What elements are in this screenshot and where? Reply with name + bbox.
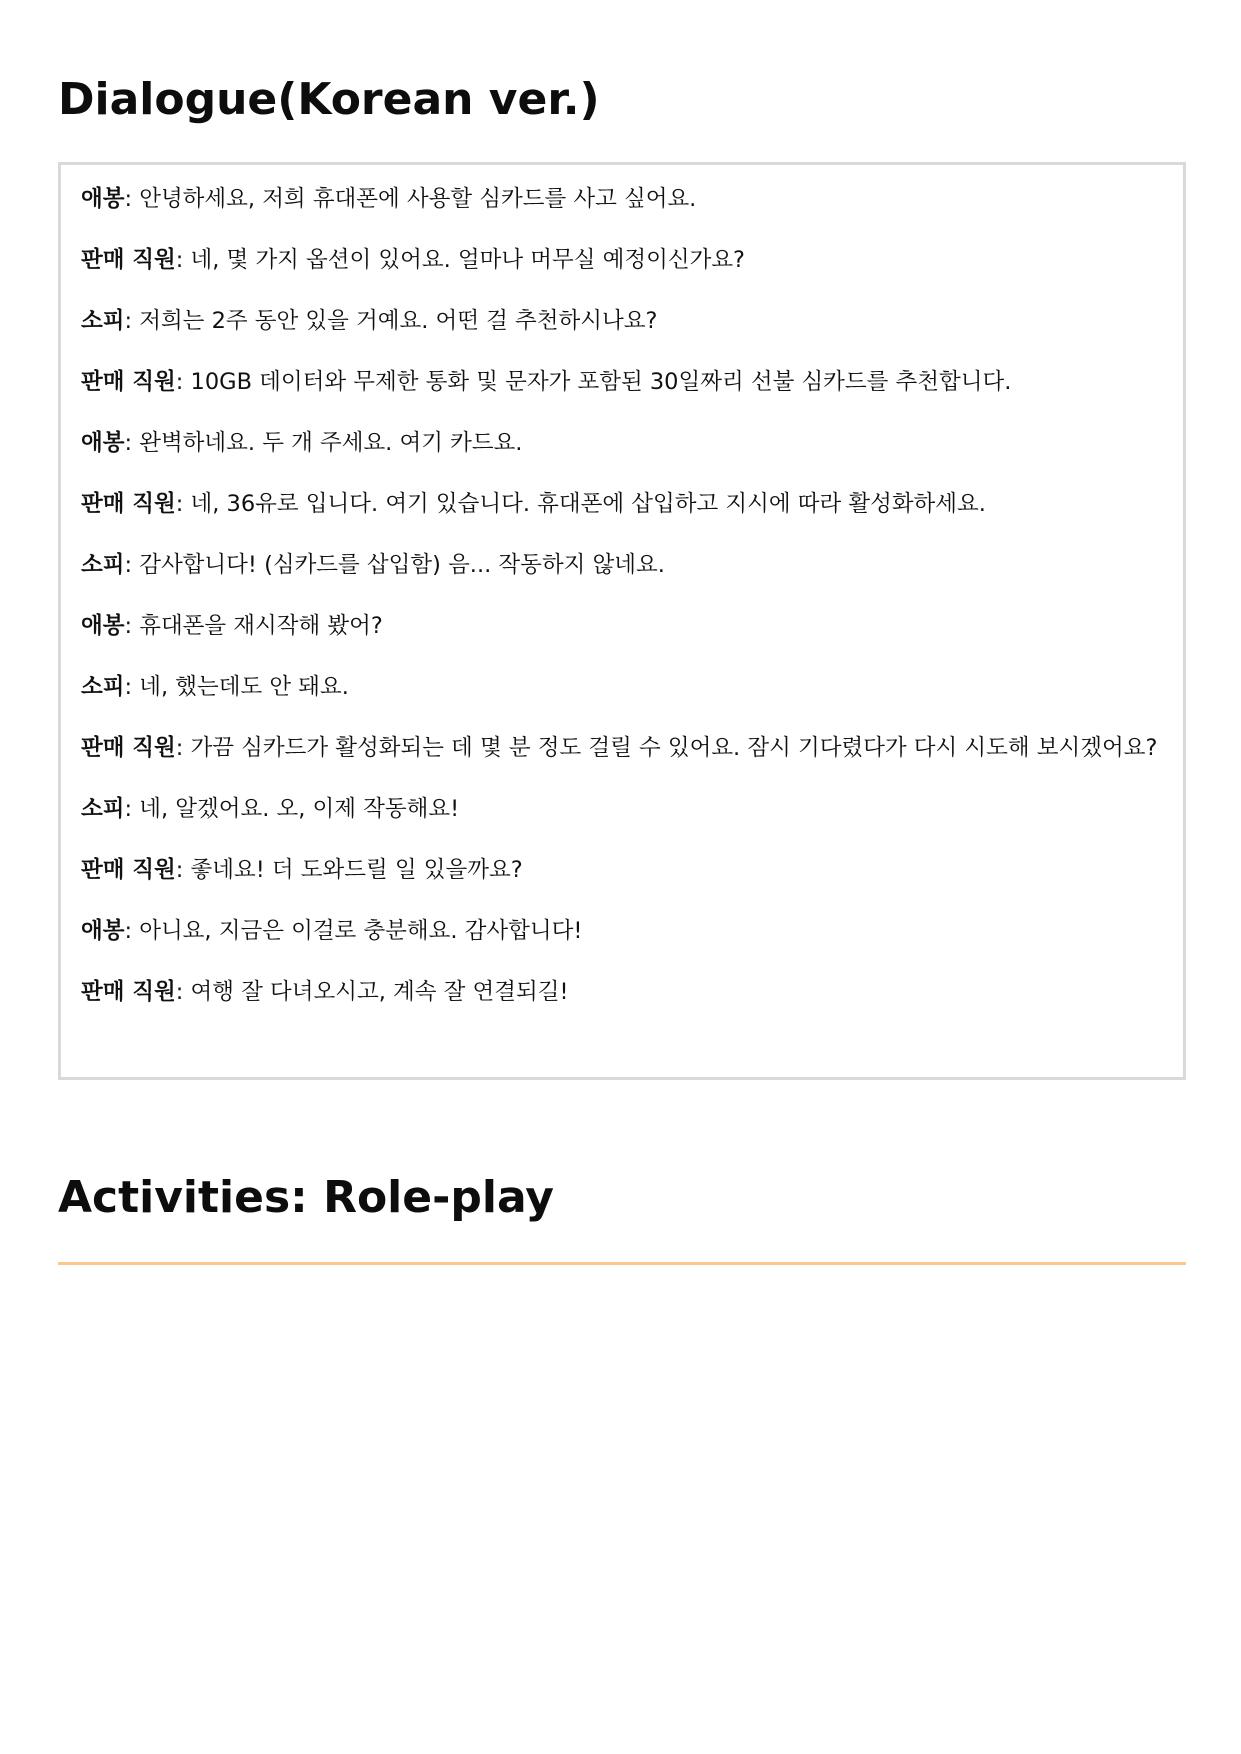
dialogue-line: [81, 913, 1163, 950]
speaker-name: 판매 직원: [81, 247, 176, 273]
dialogue-line: [81, 852, 1163, 889]
dialogue-heading: Dialogue(Korean ver.): [58, 74, 600, 125]
section-divider: [58, 1262, 1186, 1265]
dialogue-text: : 감사합니다! (심카드를 삽입함) 음... 작동하지 않네요.: [124, 552, 665, 578]
dialogue-line: [81, 791, 1163, 828]
dialogue-text: : 좋네요! 더 도와드릴 일 있을까요?: [175, 857, 523, 883]
speaker-name: 소피: [81, 552, 125, 578]
dialogue-line: [81, 669, 1163, 706]
dialogue-text: : 네, 알겠어요. 오, 이제 작동해요!: [124, 796, 460, 822]
speaker-name: 애봉: [81, 918, 125, 944]
speaker-name: 소피: [81, 674, 125, 700]
dialogue-line: [81, 425, 1163, 462]
dialogue-text: : 안녕하세요, 저희 휴대폰에 사용할 심카드를 사고 싶어요.: [124, 186, 697, 212]
speaker-name: 애봉: [81, 430, 125, 456]
speaker-name: 소피: [81, 308, 125, 334]
speaker-name: 판매 직원: [81, 979, 176, 1005]
dialogue-text: : 네, 몇 가지 옵션이 있어요. 얼마나 머무실 예정이신가요?: [175, 247, 745, 273]
speaker-name: 판매 직원: [81, 491, 176, 517]
dialogue-text: : 여행 잘 다녀오시고, 계속 잘 연결되길!: [175, 979, 569, 1005]
dialogue-line: [81, 547, 1163, 584]
speaker-name: 애봉: [81, 186, 125, 212]
speaker-name: 판매 직원: [81, 369, 176, 395]
speaker-name: 판매 직원: [81, 735, 176, 761]
dialogue-box: [58, 162, 1186, 1080]
dialogue-text: : 가끔 심카드가 활성화되는 데 몇 분 정도 걸릴 수 있어요. 잠시 기다렸다가 다시 시도해 보시겠어요?: [175, 735, 1158, 761]
dialogue-line: [81, 730, 1163, 767]
speaker-name: 소피: [81, 796, 125, 822]
dialogue-line: [81, 608, 1163, 645]
speaker-name: 애봉: [81, 613, 125, 639]
activities-heading: Activities: Role-play: [58, 1172, 554, 1223]
dialogue-line: [81, 486, 1163, 523]
dialogue-text: : 완벽하네요. 두 개 주세요. 여기 카드요.: [124, 430, 523, 456]
dialogue-text: : 네, 했는데도 안 돼요.: [124, 674, 349, 700]
dialogue-text: : 네, 36유로 입니다. 여기 있습니다. 휴대폰에 삽입하고 지시에 따라 활성화하세요.: [175, 491, 986, 517]
dialogue-line: [81, 181, 1163, 218]
dialogue-text: : 저희는 2주 동안 있을 거예요. 어떤 걸 추천하시나요?: [124, 308, 658, 334]
speaker-name: 판매 직원: [81, 857, 176, 883]
dialogue-line: [81, 303, 1163, 340]
dialogue-text: : 10GB 데이터와 무제한 통화 및 문자가 포함된 30일짜리 선불 심카드를 추천합니다.: [175, 369, 1012, 395]
dialogue-line: [81, 242, 1163, 279]
dialogue-line: [81, 974, 1163, 1011]
dialogue-text: : 휴대폰을 재시작해 봤어?: [124, 613, 383, 639]
dialogue-line: [81, 364, 1163, 401]
dialogue-text: : 아니요, 지금은 이걸로 충분해요. 감사합니다!: [124, 918, 583, 944]
